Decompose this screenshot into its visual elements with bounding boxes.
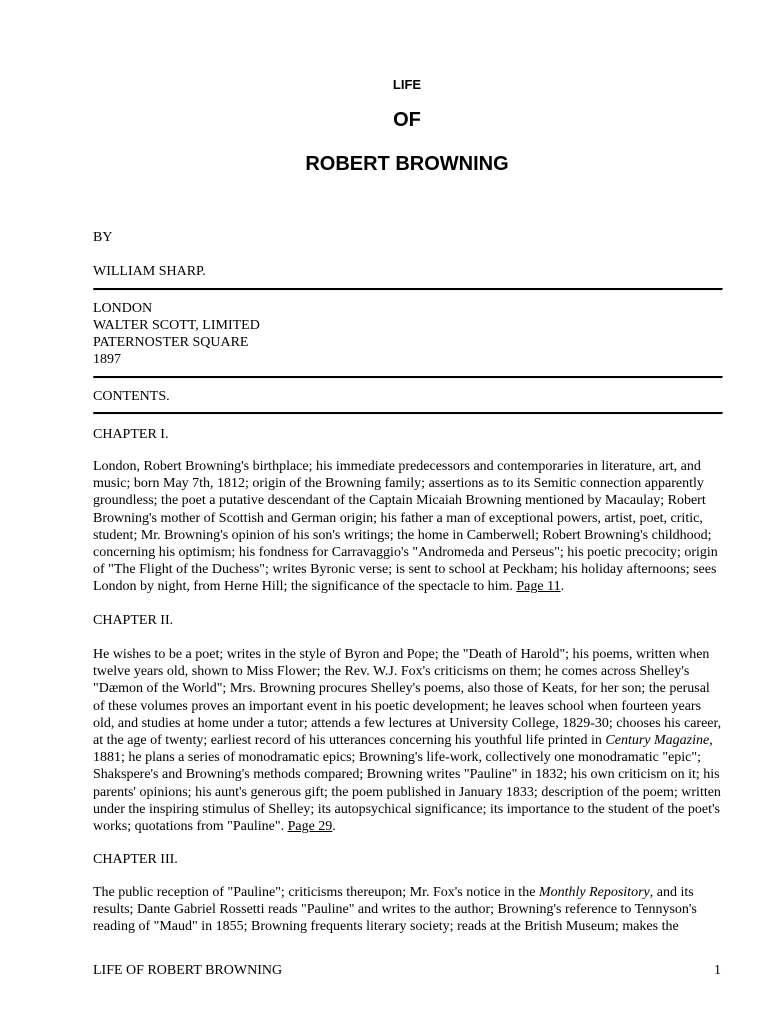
byline-author: WILLIAM SHARP. [93,264,206,279]
chapter-summary-text: , and its results; Dante Gabriel Rossetti reads "Pauline" and writes to the author; Browning's reference to Tennyson's reading of "Maud" in 1855; Browning frequents literary society; reads at the British Museum; makes the [93,885,697,935]
chapter-heading: CHAPTER I. [93,427,169,442]
chapter-page-link[interactable]: Page 11 [516,579,561,595]
chapter-summary [93,884,723,936]
divider [93,412,723,415]
chapter-summary-italic: Century Magazine [605,733,710,749]
divider [93,376,723,379]
chapter-summary-text: The public reception of "Pauline"; criticisms thereupon; Mr. Fox's notice in the [93,885,539,900]
divider [93,288,723,291]
chapter-summary-text: London, Robert Browning's birthplace; his immediate predecessors and contemporaries in literature, art, and music; born May 7th, 1812; origin of the Browning family; assertions as to its Semitic connection apparently groundless; the poet a putative descendant of the Captain Micaiah Browning mentioned by Macaulay; Robert Browning's mother of Scottish and German origin; his father a man of exceptional powers, artist, poet, critic, student; Mr. Browning's opinion of his son's writings; the home in Camberwell; Robert Browning's childhood; concerning his optimism; his fondness for Carravaggio's "Andromeda and Perseus"; his poetic precocity; origin of "The Flight of the Duchess"; writes Byronic verse; is sent to school at Peckham; his holiday afternoons; sees London by night, from Herne Hill; the significance of the spectacle to him. [93,459,718,595]
chapter-summary [93,646,723,835]
title-line-life: LIFE [392,77,422,92]
chapter-summary-end: . [560,579,565,595]
footer-running-title: LIFE OF ROBERT BROWNING [93,963,283,978]
chapter-heading: CHAPTER II. [93,613,174,628]
publisher-city: LONDON [93,301,153,316]
chapter-summary-italic: Monthly Repository [538,885,650,900]
title-line-of: OF [393,109,421,131]
chapter-summary-text: , 1881; he plans a series of monodramatic epics; Browning's life-work, collectively one monodramatic "epic"; Shakspere's and Browning's methods compared; Browning writes "Pauline" in 1832; his own criticism on it; his parents' opinions; his aunt's generous gift; the poem published in January 1833; description of the poem; written under the inspiring stimulus of Shelley; its autopsychical significance; its importance to the student of the poet's works; quotations from "Pauline". [93,733,721,835]
contents-heading: CONTENTS. [93,389,170,404]
chapter-summary-text: He wishes to be a poet; writes in the style of Byron and Pope; the "Death of Harold"; his poems, written when twelve years old, shown to Miss Flower; the Rev. W.J. Fox's criticisms on them; he comes across Shelley's "Dæmon of the World"; Mrs. Browning procures Shelley's poems, also those of Keats, for her son; the perusal of these volumes proves an important event in his poetic development; he leaves school when fourteen years old, and studies at home under a tutor; attends a few lectures at University College, 1829-30; chooses his career, at the age of twenty; earliest record of his utterances concerning his youthful life printed in [93,647,722,749]
chapter-page-link[interactable]: Page 29 [287,819,333,835]
publisher-address: PATERNOSTER SQUARE [93,335,249,350]
publisher-name: WALTER SCOTT, LIMITED [93,318,260,333]
chapter-summary-end: . [332,819,336,835]
byline-by: BY [93,230,113,245]
title-line-name: ROBERT BROWNING [305,153,509,175]
chapter-heading: CHAPTER III. [93,852,178,867]
footer-page-number: 1 [714,963,721,978]
chapter-summary [93,458,723,596]
publisher-year: 1897 [93,352,121,367]
